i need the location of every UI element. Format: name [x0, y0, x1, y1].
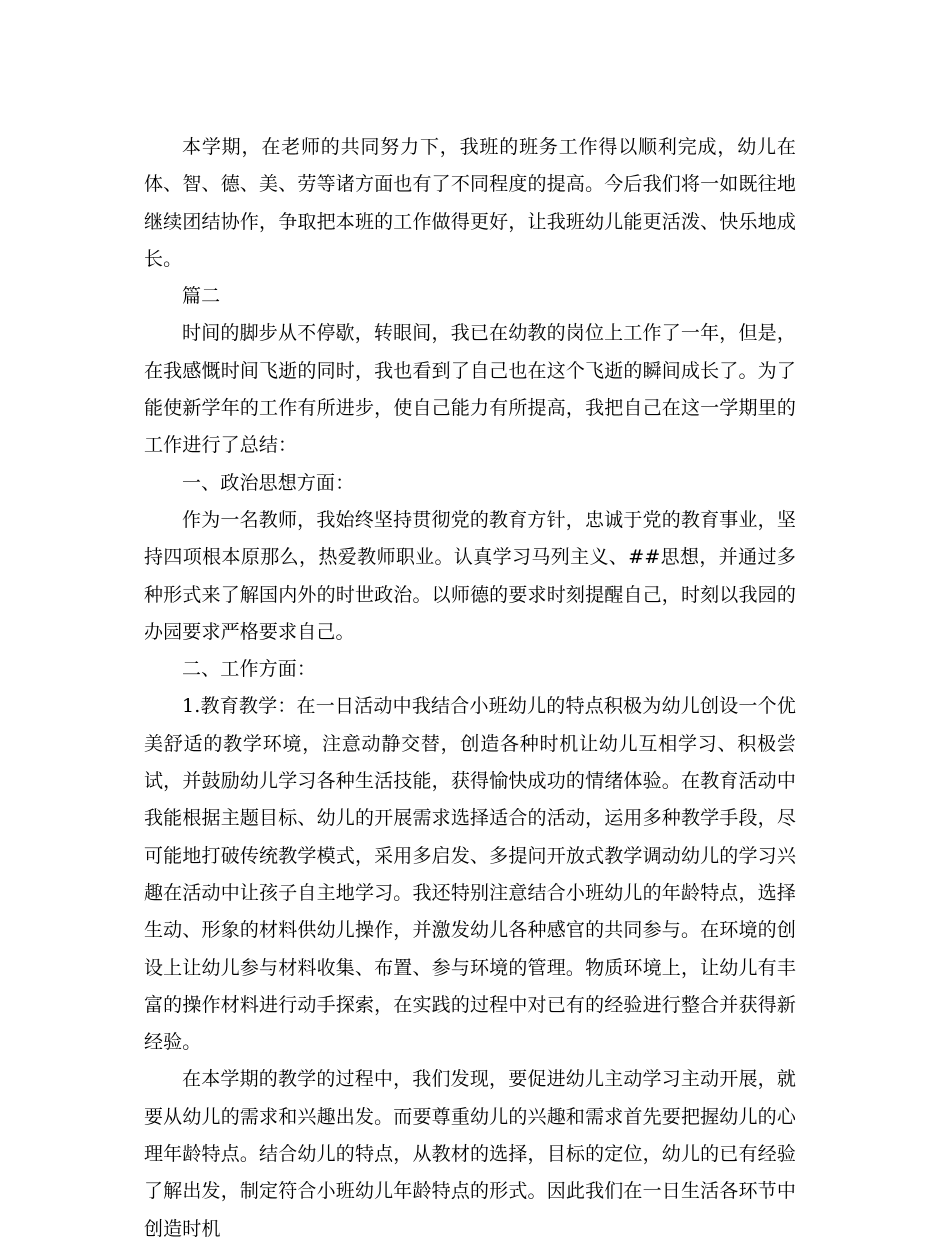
section-heading-political: 一、政治思想方面： — [182, 471, 355, 494]
paragraph-intro: 时间的脚步从不停歇，转眼间，我已在幼教的岗位上工作了一年，但是，在我感慨时间飞逝的同时，我也看到了自己也在这个飞逝的瞬间成长了。为了能使新学年的工作有所进步，使自己能力有所提高，我把自己在这一学期里的工作进行了总结： — [144, 322, 796, 457]
section-heading-part-two: 篇二 — [182, 285, 221, 308]
document-body — [144, 129, 796, 1248]
paragraph-semester-summary: 本学期，在老师的共同努力下，我班的班务工作得以顺利完成，幼儿在体、智、德、美、劳等诸方面也有了不同程度的提高。今后我们将一如既往地继续团结协作，争取把本班的工作做得更好，让我班幼儿能更活泼、快乐地成长。 — [144, 136, 796, 270]
paragraph-political: 作为一名教师，我始终坚持贯彻党的教育方针，忠诚于党的教育事业，坚持四项根本原那么，热爱教师职业。认真学习马列主义、##思想，并通过多种形式来了解国内外的时世政治。以师德的要求时刻提醒自己，时刻以我园的办园要求严格要求自己。 — [144, 508, 796, 643]
paragraph-teaching: 1.教育教学：在一日活动中我结合小班幼儿的特点积极为幼儿创设一个优美舒适的教学环境，注意动静交替，创造各种时机让幼儿互相学习、积极尝试，并鼓励幼儿学习各种生活技能，获得愉快成功的情绪体验。在教育活动中我能根据主题目标、幼儿的开展需求选择适合的活动，运用多种教学手段，尽可能地打破传统教学模式，采用多启发、多提问开放式教学调动幼儿的学习兴趣在活动中让孩子自主地学习。我还特别注意结合小班幼儿的年龄特点，选择生动、形象的材料供幼儿操作，并激发幼儿各种感官的共同参与。在环境的创设上让幼儿参与材料收集、布置、参与环境的管理。物质环境上，让幼儿有丰富的操作材料进行动手探索，在实践的过程中对已有的经验进行整合并获得新经验。 — [144, 695, 796, 1054]
section-heading-work: 二、工作方面： — [182, 658, 317, 681]
paragraph-teaching-process: 在本学期的教学的过程中，我们发现，要促进幼儿主动学习主动开展，就要从幼儿的需求和兴趣出发。而要尊重幼儿的兴趣和需求首先要把握幼儿的心理年龄特点。结合幼儿的特点，从教材的选择，目标的定位，幼儿的已有经验了解出发，制定符合小班幼儿年龄特点的形式。因此我们在一日生活各环节中创造时机 — [144, 1068, 796, 1240]
